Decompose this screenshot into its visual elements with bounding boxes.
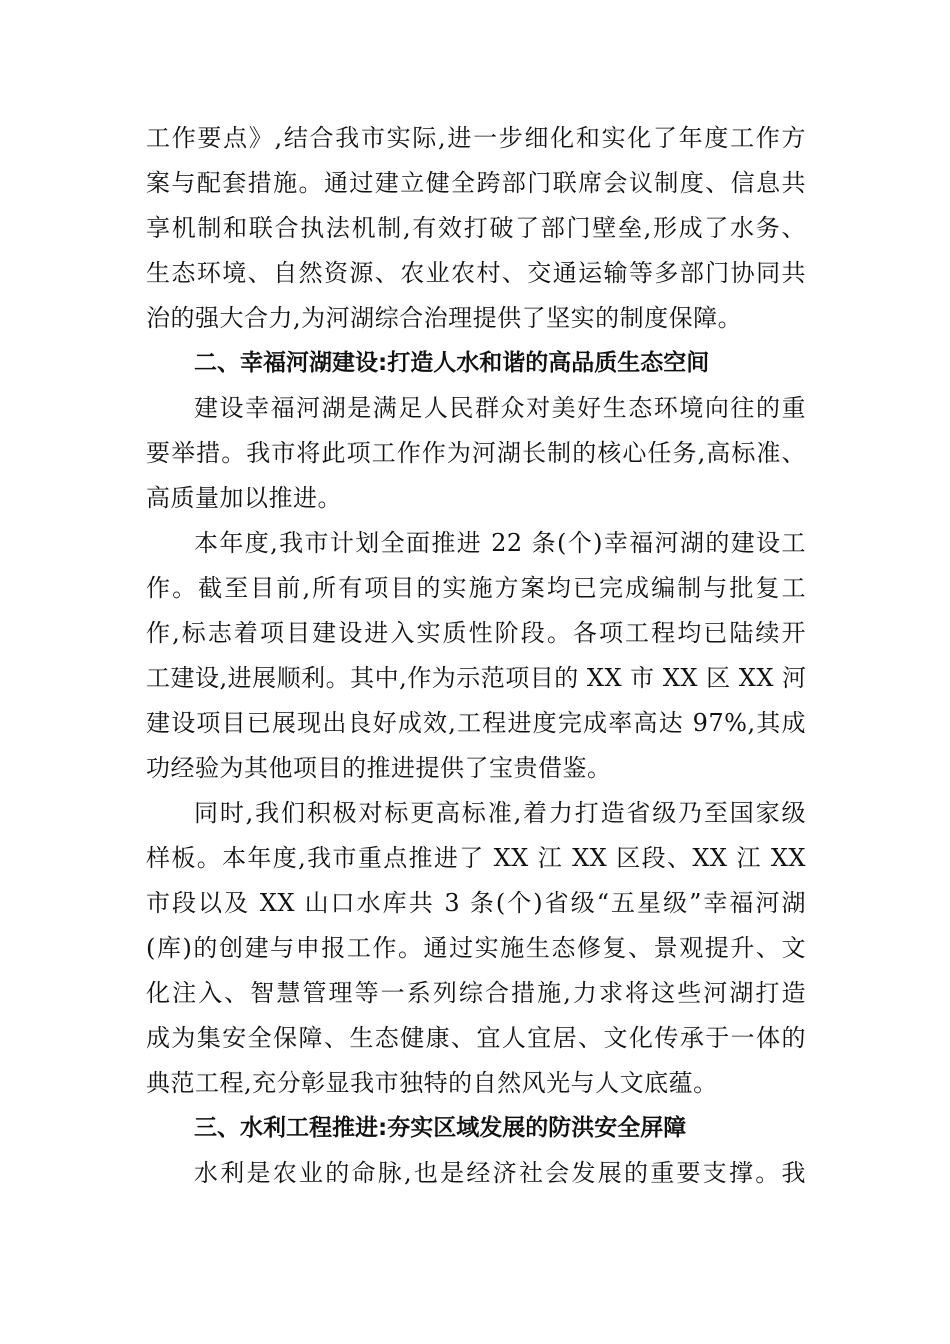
paragraph-line: 水利是农业的命脉,也是经济社会发展的重要支撑。我 [194,1159,806,1187]
paragraph-line: 高质量加以推进。 [146,484,342,512]
paragraph-line: 建设幸福河湖是满足人民群众对美好生态环境向往的重 [194,394,806,422]
paragraph-line: 建设项目已展现出良好成效,工程进度完成率高达 97%,其成 [146,709,806,737]
paragraph-line: 作,标志着项目建设进入实质性阶段。各项工程均已陆续开 [146,619,806,647]
paragraph-line: 作。截至目前,所有项目的实施方案均已完成编制与批复工 [146,574,806,602]
paragraph-line: 本年度,我市计划全面推进 22 条(个)幸福河湖的建设工 [194,529,806,557]
paragraph-line: 工作要点》,结合我市实际,进一步细化和实化了年度工作方 [146,124,806,152]
paragraph-line: 享机制和联合执法机制,有效打破了部门壁垒,形成了水务、 [146,214,806,242]
paragraph-line: 生态环境、自然资源、农业农村、交通运输等多部门协同共 [146,259,806,287]
document-body [146,116,806,1196]
paragraph-line: 治的强大合力,为河湖综合治理提供了坚实的制度保障。 [146,304,743,332]
paragraph-line: 工建设,进展顺利。其中,作为示范项目的 XX 市 XX 区 XX 河 [146,664,807,692]
paragraph-line: 功经验为其他项目的推进提供了宝贵借鉴。 [146,754,612,782]
paragraph-line: 样板。本年度,我市重点推进了 XX 江 XX 区段、XX 江 XX [146,844,806,872]
paragraph-line: (库)的创建与申报工作。通过实施生态修复、景观提升、文 [146,934,806,962]
paragraph-line: 同时,我们积极对标更高标准,着力打造省级乃至国家级 [194,799,806,827]
paragraph-line: 要举措。我市将此项工作作为河湖长制的核心任务,高标准、 [146,439,806,467]
section-heading-3: 三、水利工程推进:夯实区域发展的防洪安全屏障 [194,1115,687,1141]
paragraph-line: 化注入、智慧管理等一系列综合措施,力求将这些河湖打造 [146,979,806,1007]
paragraph-line: 市段以及 XX 山口水库共 3 条(个)省级“五星级”幸福河湖 [146,889,806,917]
paragraph-line: 典范工程,充分彰显我市独特的自然风光与人文底蕴。 [146,1069,718,1097]
paragraph-line: 案与配套措施。通过建立健全跨部门联席会议制度、信息共 [146,169,806,197]
section-heading-2: 二、幸福河湖建设:打造人水和谐的高品质生态空间 [194,350,710,376]
paragraph-line: 成为集安全保障、生态健康、宜人宜居、文化传承于一体的 [146,1024,806,1052]
